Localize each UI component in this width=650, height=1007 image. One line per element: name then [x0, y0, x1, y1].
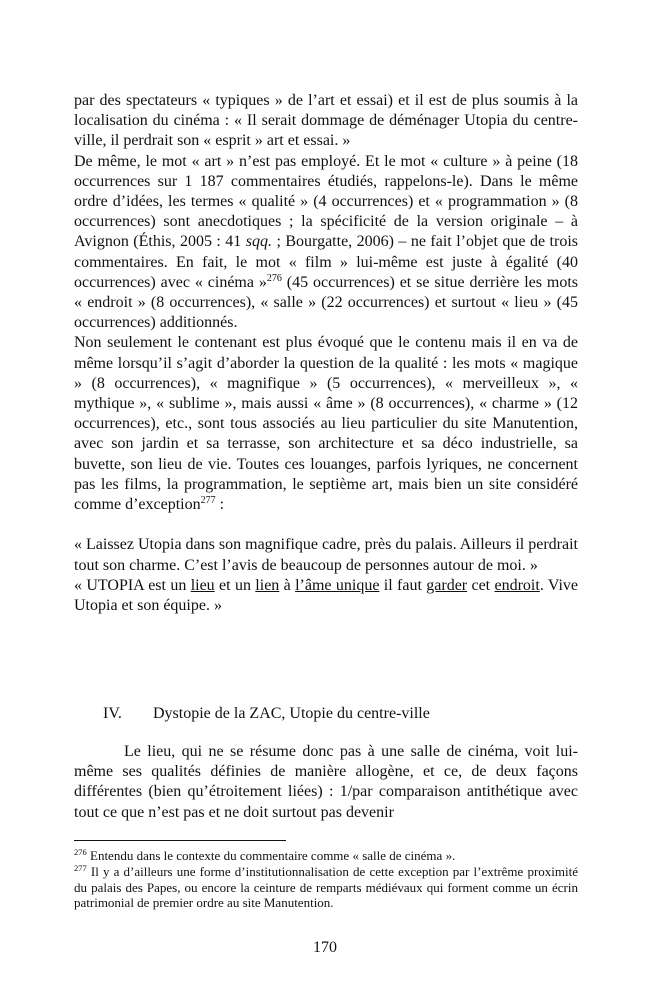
footnote-separator: [74, 840, 286, 841]
underlined-text: lieu: [190, 576, 215, 594]
page-number: 170: [313, 939, 337, 956]
body-text: [74, 91, 578, 616]
footnote-number: 276: [74, 847, 87, 857]
text-segment: (45 occurrences) et se situe derrière les mots « endroit » (8 occurrences), « salle » (22 occurrences) et surtout « lieu » (45 occurrences) additionnés.: [74, 273, 578, 332]
text-segment: Non seulement le contenant est plus évoqué que le contenu mais il en va de même lorsqu’il s’agit d’aborder la question de la qualité : les mots « magique » (8 occurrences), « magnifique » (5 occurrences), « merveilleux », « mythique », « sublime », mais aussi « âme » (8 occurrences), « charme » (12 occurrences), etc., sont tous associés au lieu particulier du site Manutention, avec son jardin et sa terrasse, son architecture et sa déco industrielle, sa buvette, son lieu de vie. Toutes ces louanges, parfois lyriques, ne concernent pas les films, la programmation, le septième art, mais bien un site considéré comme d’exception: [74, 334, 578, 514]
footnote: [74, 864, 578, 911]
footnote-text: Il y a d’ailleurs une forme d’institutionnalisation de cette exception par l’extrême proximité du palais des Papes, ou encore la ceinture de remparts médiévaux qui forment comme un écrin patrimonial de premier ordre au site Manutention.: [74, 863, 578, 911]
footnote-ref[interactable]: 276: [266, 272, 282, 284]
spacer: [74, 515, 578, 535]
text-segment: . Vive Utopia et son équipe. »: [74, 576, 579, 615]
underlined-text: l’âme unique: [295, 576, 380, 594]
body-text-continued: [74, 742, 578, 823]
italic-text: sqq.: [245, 233, 272, 251]
section-heading: [103, 704, 430, 724]
underlined-text: lien: [255, 576, 280, 594]
footnote-text: Entendu dans le contexte du commentaire comme « salle de cinéma ».: [86, 848, 456, 863]
text-segment: il faut: [379, 576, 427, 594]
paragraph: [74, 333, 578, 515]
quote: « Laissez Utopia dans son magnifique cadre, près du palais. Ailleurs il perdrait tout son charme. C’est l’avis de beaucoup de personnes autour de moi. »: [74, 536, 578, 574]
section-number: IV.: [103, 705, 122, 722]
underlined-text: garder: [426, 576, 468, 594]
text-segment: cet: [467, 576, 495, 594]
paragraph: par des spectateurs « typiques » de l’art et essai) et il est de plus soumis à la localisation du cinéma : « Il serait dommage de déménager Utopia du centre-ville, il perdrait son « esprit » art et essai. »: [74, 92, 578, 150]
text-segment: De même, le mot « art » n’est pas employé. Et le mot « culture » à peine (18 occurrences sur 1 187 commentaires étudiés, rappelons-le). Dans le même ordre d’idées, les termes « qualité » (4 occurrences) et « programmation » (8 occurrences) sont anecdotiques ; la spécificité de la version originale – à Avignon (Éthis, 2005 : 41: [74, 152, 578, 251]
text-segment: « UTOPIA est un: [74, 576, 191, 594]
footnotes: [74, 848, 578, 911]
footnote: [74, 848, 578, 864]
quote: [74, 576, 578, 616]
text-segment: ; Bourgatte, 2006) – ne fait l’objet que de trois commentaires. En fait, le mot « film » lui-même est juste à égalité (40 occurrences) avec « cinéma »: [74, 233, 578, 291]
text-segment: et un: [214, 576, 256, 594]
section-title: Dystopie de la ZAC, Utopie du centre-ville: [153, 705, 430, 722]
paragraph: [74, 152, 578, 334]
footnote-number: 277: [74, 862, 87, 873]
paragraph: Le lieu, qui ne se résume donc pas à une salle de cinéma, voit lui-même ses qualités définies de manière allogène, et ce, de deux façons différentes (bien qu’étroitement liées) : 1/par comparaison antithétique avec tout ce que n’est pas et ne doit surtout pas devenir: [74, 743, 578, 821]
text-segment: à: [279, 576, 296, 594]
footnote-ref[interactable]: 277: [200, 495, 216, 507]
text-segment: :: [215, 496, 225, 514]
underlined-text: endroit: [494, 576, 540, 594]
